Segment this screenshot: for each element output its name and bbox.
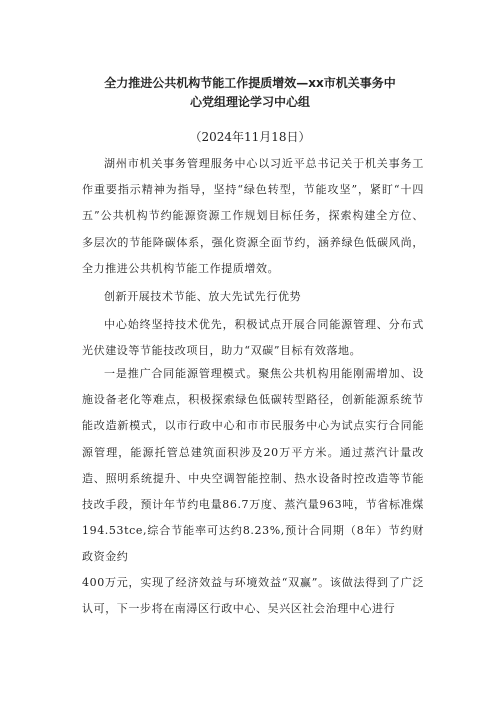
document-date: （2024年11月18日） — [189, 130, 311, 144]
paragraph-energy-contract: 一是推广合同能源管理模式。聚焦公共机构用能刚需增加、设施设备老化等难点，积极探索绿色低碳转型路径，创新能源系统节能改造新模式，以市行政中心和市市民服务中心为试点实行合同能源管理，能源托管总建筑面积涉及20万平方米。通过蒸汽计量改造、照明系统提升、中央空调智能控制、热水设备时控改造等节能技改手段，预计年节约电量86.7万度、蒸汽量963吨，节省标准煤194.53tce,综合节能率可达约8.23%,预计合同期（8年）节约财政资金约 — [82, 367, 424, 564]
paragraph-tech-priority: 中心始终坚持技术优先，积极试点开展合同能源管理、分布式光伏建设等节能技改项目，助力“双碳”目标有效落地。 — [82, 318, 424, 358]
section-heading: 创新开展技术节能、放大先试先行优势 — [104, 290, 302, 303]
document-title-line-1: 全力推进公共机构节能工作提质增效—xx市机关事务中 — [104, 76, 396, 90]
document-title-line-2: 心党组理论学习中心组 — [189, 95, 310, 109]
paragraph-continuation: 400万元，实现了经济效益与环境效益“双赢”。该做法得到了广泛认可，下一步将在南潯区行政中心、吴兴区社会治理中心进行 — [82, 576, 424, 616]
paragraph-intro: 湖州市机关事务管理服务中心以习近平总书记关于机关事务工作重要指示精神为指导，坚持“绿色转型，节能攻坚”，紧盯“十四五”公共机构节约能源资源工作规划目标任务，探索构建全方位、多层次的节能降碳体系，强化资源全面节约，涵养绿色低碳风尚，全力推进公共机构节能工作提质增效。 — [82, 157, 424, 275]
